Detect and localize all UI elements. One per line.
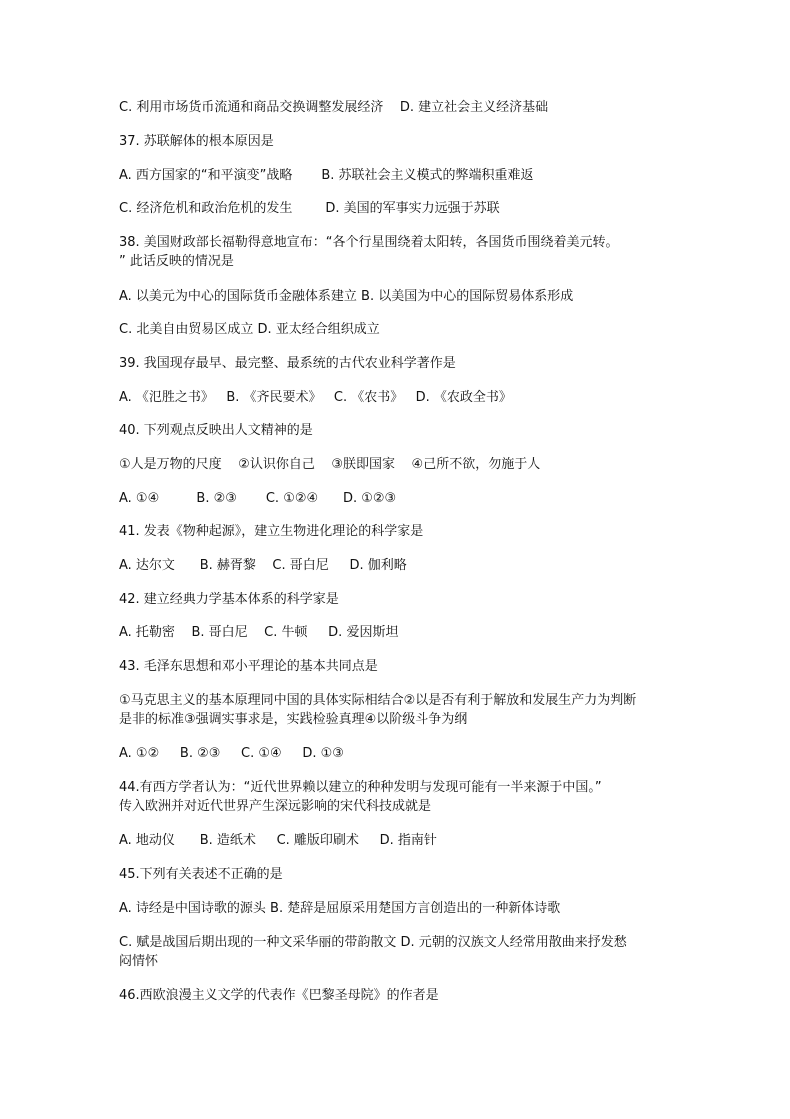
q42-options: A. 托勒密 B. 哥白尼 C. 牛顿 D. 爱因斯坦 <box>119 625 399 640</box>
q40-stem: 40. 下列观点反映出人文精神的是 <box>119 423 313 438</box>
q42-stem: 42. 建立经典力学基本体系的科学家是 <box>119 592 339 607</box>
q40-statements: ①人是万物的尺度 ②认识你自己 ③朕即国家 ④己所不欲，勿施于人 <box>119 457 541 472</box>
q38-options-a-b: A. 以美元为中心的国际货币金融体系建立 B. 以美国为中心的国际贸易体系形成 <box>119 289 574 304</box>
q37-options-c-d: C. 经济危机和政治危机的发生 D. 美国的军事实力远强于苏联 <box>119 201 500 216</box>
q44-stem-line2: 传入欧洲并对近代世界产生深远影响的宋代科技成就是 <box>119 799 432 814</box>
q37-stem: 37. 苏联解体的根本原因是 <box>119 134 274 149</box>
q38-stem-line1: 38. 美国财政部长福勒得意地宣布：“各个行星围绕着太阳转，各国货币围绕着美元转。 <box>119 235 619 250</box>
q43-statements-line1: ①马克思主义的基本原理同中国的具体实际相结合②以是否有利于解放和发展生产力为判断 <box>119 693 637 708</box>
q45-stem: 45.下列有关表述不正确的是 <box>119 867 283 882</box>
q39-stem: 39. 我国现存最早、最完整、最系统的古代农业科学著作是 <box>119 356 456 371</box>
q38-stem-line2: ” 此话反映的情况是 <box>119 254 234 269</box>
q45-options-c-d-line1: C. 赋是战国后期出现的一种文采华丽的带韵散文 D. 元朝的汉族文人经常用散曲来抒发愁 <box>119 935 627 950</box>
q44-options: A. 地动仪 B. 造纸术 C. 雕版印刷术 D. 指南针 <box>119 833 437 848</box>
q43-options: A. ①② B. ②③ C. ①④ D. ①③ <box>119 746 344 761</box>
q43-statements-line2: 是非的标准③强调实事求是，实践检验真理④以阶级斗争为纲 <box>119 712 468 727</box>
q44-stem-line1: 44.有西方学者认为：“近代世界赖以建立的种种发明与发现可能有一半来源于中国。” <box>119 780 602 795</box>
q41-options: A. 达尔文 B. 赫胥黎 C. 哥白尼 D. 伽利略 <box>119 558 407 573</box>
q39-options: A. 《氾胜之书》 B. 《齐民要术》 C. 《农书》 D. 《农政全书》 <box>119 390 512 405</box>
q36-option-c-d: C. 利用市场货币流通和商品交换调整发展经济 D. 建立社会主义经济基础 <box>119 100 549 115</box>
q46-stem: 46.西欧浪漫主义文学的代表作《巴黎圣母院》的作者是 <box>119 988 439 1003</box>
q45-options-a-b: A. 诗经是中国诗歌的源头 B. 楚辞是屈原采用楚国方言创造出的一种新体诗歌 <box>119 901 561 916</box>
q45-options-c-d-line2: 闷情怀 <box>119 954 159 969</box>
q41-stem: 41. 发表《物种起源》，建立生物进化理论的科学家是 <box>119 524 424 539</box>
q43-stem: 43. 毛泽东思想和邓小平理论的基本共同点是 <box>119 659 378 674</box>
q37-options-a-b: A. 西方国家的“和平演变”战略 B. 苏联社会主义模式的弊端积重难返 <box>119 168 534 183</box>
q40-options: A. ①④ B. ②③ C. ①②④ D. ①②③ <box>119 491 397 506</box>
q38-options-c-d: C. 北美自由贸易区成立 D. 亚太经合组织成立 <box>119 322 380 337</box>
